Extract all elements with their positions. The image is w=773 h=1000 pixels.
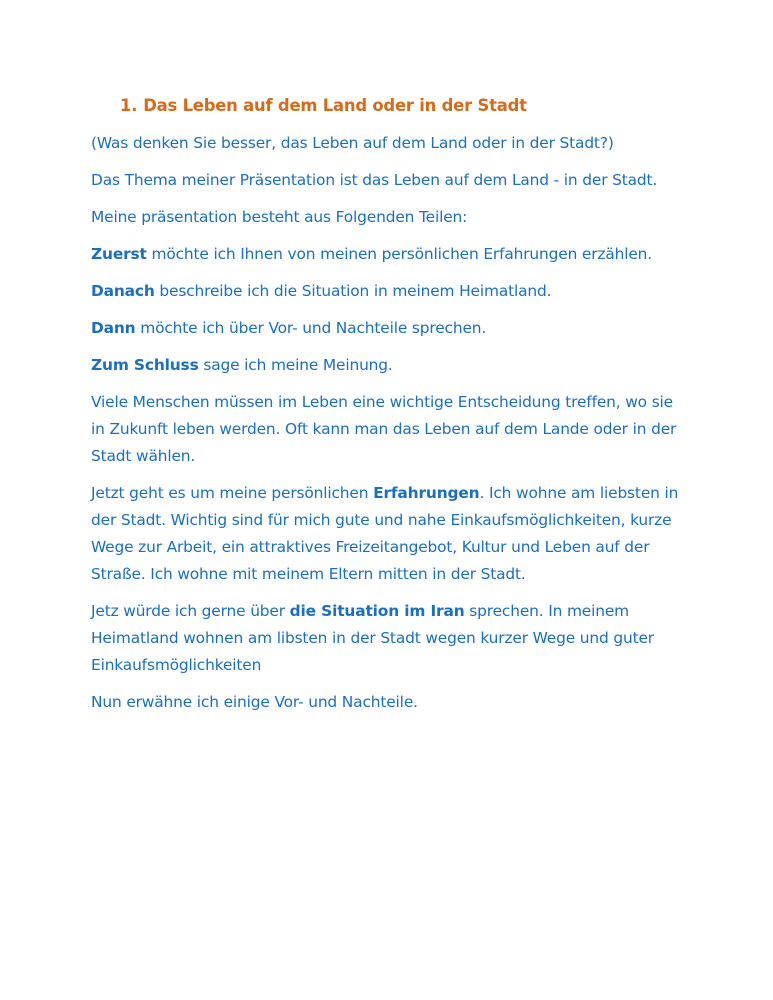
- bold-keyword: Erfahrungen: [373, 484, 480, 502]
- paragraph-text: sage ich meine Meinung.: [198, 356, 393, 374]
- paragraph-next: [91, 315, 691, 342]
- paragraph-text: Viele Menschen müssen im Leben eine wichtige Entscheidung treffen, wo sie in Zukunft leben werden. Oft kann man das Leben auf dem Lande oder in der Stadt wählen.: [91, 393, 677, 465]
- paragraph-text: (Was denken Sie besser, das Leben auf dem Land oder in der Stadt?): [91, 134, 614, 152]
- paragraph-topic: [91, 167, 691, 194]
- paragraph-first: [91, 241, 691, 268]
- paragraph-introduction: [91, 389, 691, 470]
- document-heading: [91, 96, 691, 116]
- paragraph-structure: [91, 204, 691, 231]
- paragraph-text: sprechen. In meinem Heimatland wohnen am libsten in der Stadt wegen kurzer Wege und guter Einkaufsmöglichkeiten: [91, 602, 654, 674]
- paragraph-text: möchte ich über Vor- und Nachteile sprechen.: [135, 319, 487, 337]
- paragraph-text: Jetz würde ich gerne über: [91, 602, 290, 620]
- paragraph-text: Nun erwähne ich einige Vor- und Nachteile.: [91, 693, 418, 711]
- paragraph-pros-cons: [91, 689, 691, 716]
- heading-number: 1.: [120, 96, 138, 115]
- bold-keyword: Danach: [91, 282, 155, 300]
- paragraph-text: möchte ich Ihnen von meinen persönlichen Erfahrungen erzählen.: [146, 245, 653, 263]
- paragraph-text: Das Thema meiner Präsentation ist das Leben auf dem Land - in der Stadt.: [91, 171, 658, 189]
- paragraph-question: [91, 130, 691, 157]
- paragraph-homeland: [91, 598, 691, 679]
- paragraph-text: Meine präsentation besteht aus Folgenden Teilen:: [91, 208, 468, 226]
- paragraph-text: Jetzt geht es um meine persönlichen: [91, 484, 374, 502]
- paragraph-experiences: [91, 480, 691, 588]
- paragraph-text: beschreibe ich die Situation in meinem Heimatland.: [154, 282, 552, 300]
- paragraph-finally: [91, 352, 691, 379]
- bold-keyword: Zuerst: [91, 245, 147, 263]
- document-body: [91, 96, 691, 726]
- paragraph-then: [91, 278, 691, 305]
- bold-keyword: Dann: [91, 319, 136, 337]
- bold-keyword: Zum Schluss: [91, 356, 199, 374]
- heading-text: Das Leben auf dem Land oder in der Stadt: [143, 96, 527, 115]
- paragraph-text: . Ich wohne am liebsten in der Stadt. Wichtig sind für mich gute und nahe Einkaufsmöglichkeiten, kurze Wege zur Arbeit, ein attraktives Freizeitangebot, Kultur und Leben auf der Straße. Ich wohne mit meinem Eltern mitten in der Stadt.: [91, 484, 679, 583]
- bold-keyword: die Situation im Iran: [289, 602, 465, 620]
